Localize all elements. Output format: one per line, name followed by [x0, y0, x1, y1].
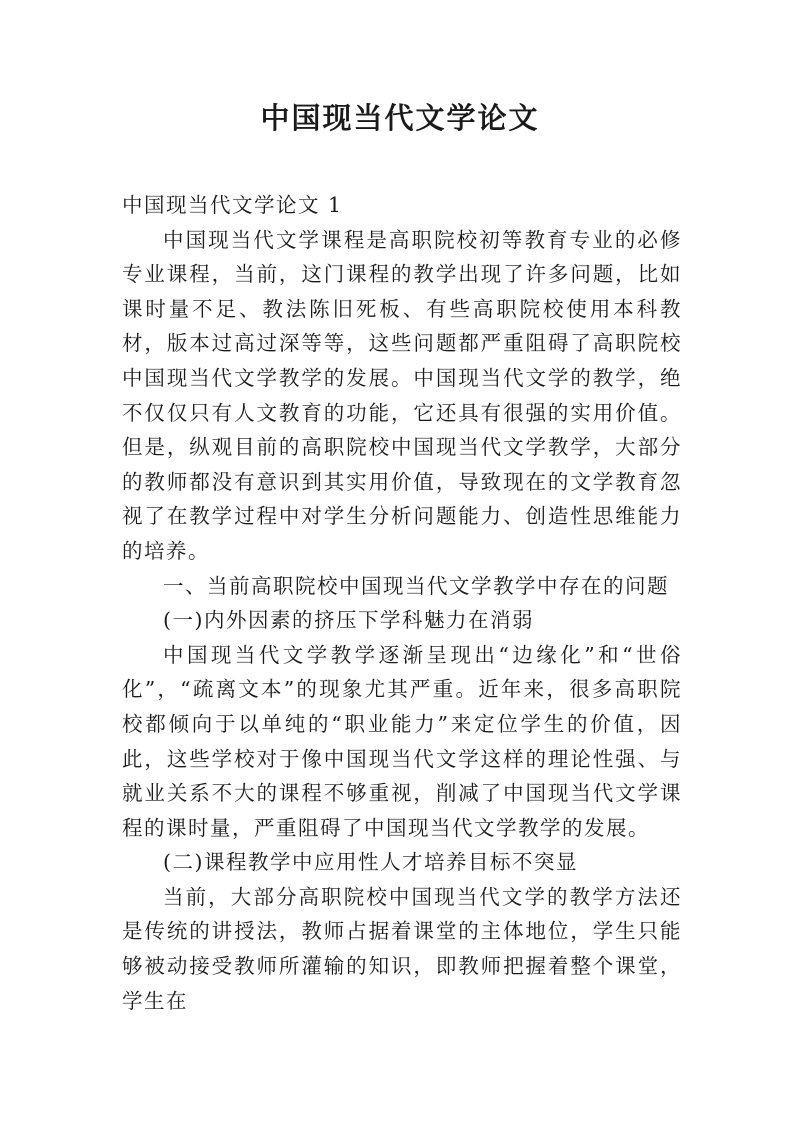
- paragraph-intro: 中国现当代文学课程是高职院校初等教育专业的必修专业课程，当前，这门课程的教学出现了许多问题，比如课时量不足、教法陈旧死板、有些高职院校使用本科教材，版本过高过深等等，这些问题都严重阻碍了高职院校中国现当代文学教学的发展。中国现当代文学的教学，绝不仅仅只有人文教育的功能，它还具有很强的实用价值。但是，纵观目前的高职院校中国现当代文学教学，大部分的教师都没有意识到其实用价值，导致现在的文学教育忽视了在教学过程中对学生分析问题能力、创造性思维能力的培养。: [122, 227, 682, 563]
- document-title: 中国现当代文学论文: [260, 101, 540, 135]
- subsection-heading-2: (二)课程教学中应用性人才培养目标不突显: [163, 850, 578, 875]
- section-heading-1: 一、当前高职院校中国现当代文学教学中存在的问题: [163, 573, 669, 598]
- paragraph-subsection-2: 当前，大部分高职院校中国现当代文学的教学方法还是传统的讲授法，教师占据着课堂的主体地位，学生只能够被动接受教师所灌输的知识，即教师把握着整个课堂，学生在: [122, 884, 682, 1013]
- subsection-heading-1: (一)内外因素的挤压下学科魅力在消弱: [163, 608, 534, 633]
- document-subtitle: 中国现当代文学论文 1: [122, 193, 343, 217]
- document-body: [122, 188, 682, 1018]
- paragraph-subsection-1: 中国现当代文学教学逐渐呈现出“边缘化”和“世俗化”，“疏离文本”的现象尤其严重。近年来，很多高职院校都倾向于以单纯的“职业能力”来定位学生的价值，因此，这些学校对于像中国现当代文学这样的理论性强、与就业关系不大的课程不够重视，削减了中国现当代文学课程的课时量，严重阻碍了中国现当代文学教学的发展。: [122, 642, 682, 840]
